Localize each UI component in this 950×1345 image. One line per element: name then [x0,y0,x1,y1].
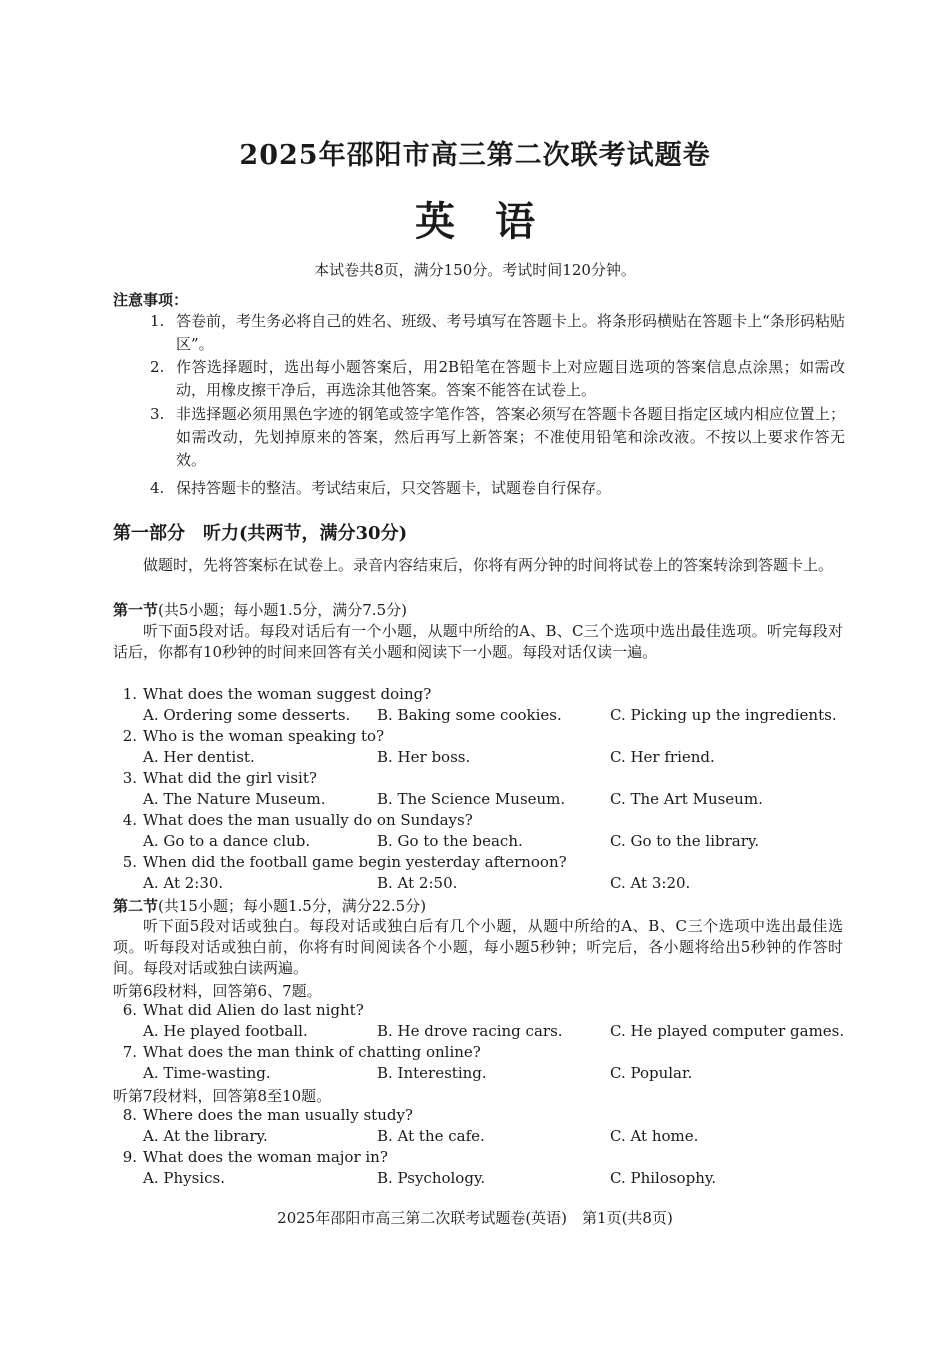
option-a: A. Go to a dance club. [143,832,311,850]
option-a: A. At the library. [143,1127,268,1145]
section-heading [113,895,426,916]
question-item [113,853,853,874]
question-item [113,727,853,748]
option-row [0,1169,950,1190]
option-a: A. He played football. [143,1022,308,1040]
question-text: When did the football game begin yesterday afternoon? [143,853,567,871]
option-a: A. Ordering some desserts. [143,706,351,724]
question-number: 2. [122,727,137,745]
option-b: B. At 2:50. [377,874,458,892]
note-number: 3. [150,405,165,423]
option-a: A. Time-wasting. [143,1064,271,1082]
section-scoring: (共5小题；每小题1.5分，满分7.5分) [158,601,407,619]
question-item [113,1148,853,1169]
part-intro: 做题时，先将答案标在试卷上。录音内容结束后，你将有两分钟的时间将试卷上的答案转涂到答题卡上。 [143,556,834,574]
note-number: 2. [150,358,165,376]
section-scoring: (共15小题；每小题1.5分，满分22.5分) [158,897,427,915]
subject-title: 英语 [415,198,575,245]
part-title: 第一部分 听力(共两节，满分30分) [113,523,408,544]
option-row [0,832,950,853]
option-a: A. Physics. [143,1169,225,1187]
option-c: C. Philosophy. [610,1169,717,1187]
note-text: 作答选择题时，选出每小题答案后，用2B铅笔在答题卡上对应题目选项的答案信息点涂黑；如需改动，用橡皮擦干净后，再选涂其他答案。答案不能答在试卷上。 [176,358,845,399]
section-label: 第二节 [113,897,159,915]
section-label: 第一节 [113,601,159,619]
question-text: Who is the woman speaking to? [143,727,385,745]
note-text: 答卷前，考生务必将自己的姓名、班级、考号填写在答题卡上。将条形码横贴在答题卡上“条形码粘贴区”。 [176,312,845,353]
option-b: B. Go to the beach. [377,832,523,850]
option-b: B. Interesting. [377,1064,487,1082]
question-number: 4. [122,811,137,829]
question-number: 7. [122,1043,137,1061]
page-footer: 2025年邵阳市高三第二次联考试题卷(英语) 第1页(共8页) [277,1209,673,1227]
question-item [113,811,853,832]
question-number: 5. [122,853,137,871]
option-c: C. Her friend. [610,748,715,766]
notes-title: 注意事项： [113,291,189,309]
section-instruction: 听下面5段对话或独白。每段对话或独白后有几个小题，从题中所给的A、B、C三个选项中选出最佳选项。听每段对话或独白前，你将有时间阅读各个小题，每小题5秒钟；听完后，各小题将给出5秒钟的作答时间。每段对话或独白读两遍。 [113,917,843,977]
material-note: 听第6段材料，回答第6、7题。 [113,982,322,1000]
option-b: B. Psychology. [377,1169,486,1187]
question-item [113,1043,853,1064]
section-heading [113,599,407,620]
question-text: What did the girl visit? [143,769,317,787]
question-item [113,685,853,706]
option-b: B. He drove racing cars. [377,1022,563,1040]
option-row [0,1064,950,1085]
option-c: C. Popular. [610,1064,693,1082]
option-c: C. He played computer games. [610,1022,845,1040]
exam-title: 2025年邵阳市高三第二次联考试题卷 [239,140,711,171]
option-b: B. The Science Museum. [377,790,566,808]
exam-info: 本试卷共8页，满分150分。考试时间120分钟。 [314,261,636,279]
question-number: 9. [122,1148,137,1166]
option-row [0,790,950,811]
option-row [0,1127,950,1148]
note-text: 非选择题必须用黑色字迹的钢笔或签字笔作答，答案必须写在答题卡各题目指定区域内相应位置上；如需改动，先划掉原来的答案，然后再写上新答案；不准使用铅笔和涂改液。不按以上要求作答无效。 [176,405,845,469]
option-c: C. At 3:20. [610,874,691,892]
note-item [150,310,845,356]
question-text: What does the woman major in? [143,1148,388,1166]
question-number: 3. [122,769,137,787]
option-c: C. Picking up the ingredients. [610,706,837,724]
question-text: What does the woman suggest doing? [143,685,432,703]
question-number: 8. [122,1106,137,1124]
note-item [150,477,845,500]
option-c: C. The Art Museum. [610,790,763,808]
option-a: A. Her dentist. [143,748,255,766]
option-b: B. At the cafe. [377,1127,485,1145]
note-item [150,356,845,402]
question-number: 6. [122,1001,137,1019]
question-text: Where does the man usually study? [143,1106,413,1124]
question-item [113,1001,853,1022]
question-text: What did Alien do last night? [143,1001,364,1019]
option-row [0,748,950,769]
option-b: B. Her boss. [377,748,471,766]
option-b: B. Baking some cookies. [377,706,562,724]
material-note: 听第7段材料，回答第8至10题。 [113,1087,332,1105]
option-a: A. The Nature Museum. [143,790,326,808]
question-number: 1. [122,685,137,703]
question-text: What does the man think of chatting online? [143,1043,481,1061]
option-row [0,706,950,727]
option-c: C. At home. [610,1127,699,1145]
question-item [113,1106,853,1127]
option-row [0,874,950,895]
question-item [113,769,853,790]
option-c: C. Go to the library. [610,832,760,850]
option-a: A. At 2:30. [143,874,224,892]
note-number: 1. [150,312,165,330]
note-text: 保持答题卡的整洁。考试结束后，只交答题卡，试题卷自行保存。 [176,479,612,497]
question-text: What does the man usually do on Sundays? [143,811,473,829]
option-row [0,1022,950,1043]
note-item [150,403,845,472]
section-instruction: 听下面5段对话。每段对话后有一个小题，从题中所给的A、B、C三个选项中选出最佳选项。听完每段对话后，你都有10秒钟的时间来回答有关小题和阅读下一小题。每段对话仅读一遍。 [113,622,843,661]
note-number: 4. [150,479,165,497]
